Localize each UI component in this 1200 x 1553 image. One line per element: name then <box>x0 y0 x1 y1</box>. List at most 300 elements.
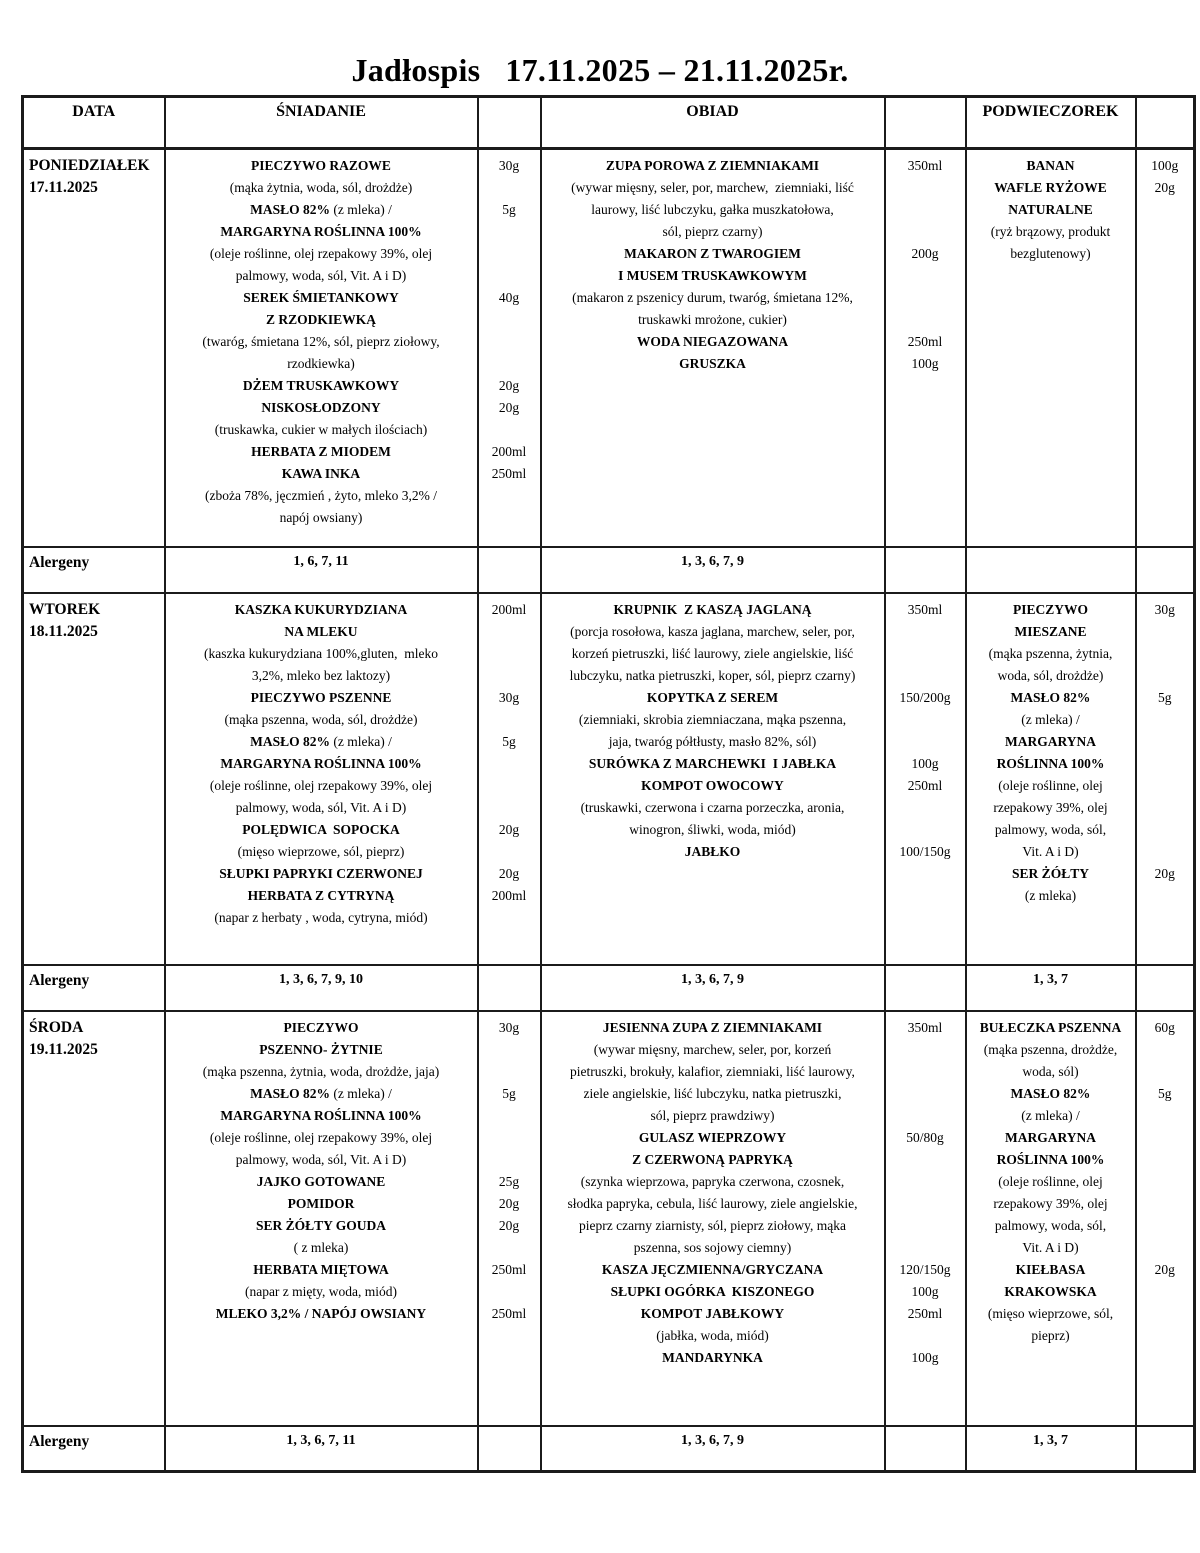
dish-line <box>166 199 477 221</box>
dish-name: MIESZANE <box>1014 623 1087 639</box>
ingredients-text: (jabłka, woda, miód) <box>656 1327 769 1343</box>
amount-line: 150/200g <box>899 689 951 705</box>
dish-line <box>542 331 884 353</box>
day-row-2 <box>23 593 1195 965</box>
ingredients-text: (oleje roślinne, olej rzepakowy 39%, olej <box>209 246 433 261</box>
allergen-values-obiad: 1, 3, 6, 7, 9 <box>541 547 885 593</box>
ingredients-text: Vit. A i D) <box>1022 1239 1079 1255</box>
sniadanie-cell <box>165 1011 478 1426</box>
amount-line: 30g <box>498 689 520 705</box>
amount-line <box>886 643 965 665</box>
ingredients-line <box>166 419 477 441</box>
amount-line <box>1137 885 1194 907</box>
ingredients-text: (makaron z pszenicy durum, twaróg, śmietana 12%, <box>572 290 853 305</box>
dish-name: ROŚLINNA 100% <box>996 755 1105 771</box>
ingredients-line <box>166 243 477 265</box>
amount-line <box>479 753 540 775</box>
ingredients-text: (twaróg, śmietana 12%, sól, pieprz ziołowy, <box>202 334 440 349</box>
ingredients-line <box>967 643 1135 665</box>
obiad-cell <box>541 593 885 965</box>
amount-line <box>1137 775 1194 797</box>
ingredients-line <box>166 797 477 819</box>
amount-line <box>886 819 965 841</box>
ingredients-text: laurowy, liść lubczyku, gałka muszkatołowa, <box>591 202 834 217</box>
amount-line: 5g <box>502 202 516 217</box>
ingredients-text: (mąka pszenna, drożdże, <box>983 1041 1118 1057</box>
dish-name: MASŁO 82% <box>250 733 334 749</box>
allergen-label: Alergeny <box>23 965 165 1011</box>
amount-line <box>479 1237 540 1259</box>
amount-line: 200ml <box>491 887 527 903</box>
dish-name: PIECZYWO PSZENNE <box>250 689 392 705</box>
dish-line <box>166 1083 477 1105</box>
allergen-empty-cell <box>1136 1426 1195 1472</box>
dish-name: DŻEM TRUSKAWKOWY <box>242 378 400 393</box>
amount-line: 5g <box>502 733 516 749</box>
ingredients-text: rzodkiewka) <box>287 356 355 371</box>
dish-line <box>542 1303 884 1325</box>
amount-line <box>479 797 540 819</box>
dish-name: MASŁO 82% <box>1010 689 1091 705</box>
dish-line <box>166 687 477 709</box>
amount-line <box>1137 1193 1194 1215</box>
day-name: ŚRODA <box>29 1018 84 1036</box>
amount-line <box>479 775 540 797</box>
dish-line <box>542 775 884 797</box>
allergen-values-sniadanie: 1, 3, 6, 7, 9, 10 <box>165 965 478 1011</box>
allergen-row-2 <box>23 965 1195 1011</box>
ingredients-line <box>166 1127 477 1149</box>
ingredients-line <box>542 1237 884 1259</box>
amount-line: 100g <box>911 356 939 371</box>
podwieczorek-amounts-cell <box>1136 593 1195 965</box>
ingredients-text: (porcja rosołowa, kasza jaglana, marchew, seler, por, <box>570 623 855 639</box>
amount-line <box>886 1171 965 1193</box>
ingredients-text: (oleje roślinne, olej rzepakowy 39%, olej <box>209 777 433 793</box>
amount-line <box>1137 621 1194 643</box>
day-name: PONIEDZIAŁEK <box>29 157 150 174</box>
ingredients-text: (mąka pszenna, żytnia, woda, drożdże, jaja) <box>202 1063 440 1079</box>
ingredients-line <box>967 1039 1135 1061</box>
amount-line <box>479 665 540 687</box>
ingredients-text: rzepakowy 39%, olej <box>993 799 1108 815</box>
amount-line: 20g <box>498 400 520 415</box>
allergen-label: Alergeny <box>23 547 165 593</box>
amount-line: 100g <box>1151 158 1179 173</box>
amount-line <box>1137 1237 1194 1259</box>
amount-line: 250ml <box>907 334 943 349</box>
dish-line <box>967 731 1135 753</box>
dish-name: MARGARYNA <box>1004 733 1096 749</box>
dish-name: HERBATA MIĘTOWA <box>253 1261 389 1277</box>
amount-line: 350ml <box>907 158 943 173</box>
amount-line <box>1137 841 1194 863</box>
ingredients-text: truskawki mrożone, cukier) <box>638 312 787 327</box>
dish-name: GULASZ WIEPRZOWY <box>638 1129 787 1145</box>
amount-line <box>479 485 540 507</box>
ingredients-line <box>542 199 884 221</box>
dish-line <box>166 885 477 907</box>
amount-line: 250ml <box>907 1305 943 1321</box>
ingredients-line <box>542 1215 884 1237</box>
allergen-values-obiad: 1, 3, 6, 7, 9 <box>541 965 885 1011</box>
amount-line: 30g <box>498 1019 520 1035</box>
ingredients-line <box>967 1193 1135 1215</box>
dish-line <box>967 599 1135 621</box>
ingredients-line <box>166 665 477 687</box>
dish-line <box>166 397 477 419</box>
dish-name: NA MLEKU <box>284 623 358 639</box>
dish-line <box>967 1259 1135 1281</box>
amount-line: 20g <box>498 378 520 393</box>
dish-line <box>166 441 477 463</box>
ingredients-text: woda, sól, drożdże) <box>997 667 1104 683</box>
amount-line <box>479 507 540 529</box>
dish-name: JESIENNA ZUPA Z ZIEMNIAKAMI <box>602 1019 823 1035</box>
amount-line: 100g <box>911 755 939 771</box>
ingredients-text: palmowy, woda, sól, Vit. A i D) <box>235 268 407 283</box>
ingredients-line <box>166 1061 477 1083</box>
ingredients-line <box>166 775 477 797</box>
dish-name: PIECZYWO <box>283 1019 359 1035</box>
ingredients-line <box>542 665 884 687</box>
ingredients-line <box>542 1105 884 1127</box>
ingredients-line <box>166 507 477 529</box>
ingredients-text: (napar z mięty, woda, miód) <box>244 1283 398 1299</box>
dish-line <box>967 863 1135 885</box>
amount-line <box>479 1281 540 1303</box>
amount-line: 60g <box>1154 1019 1175 1035</box>
amount-line: 40g <box>498 290 520 305</box>
allergen-empty-cell <box>885 965 966 1011</box>
ingredients-text: Vit. A i D) <box>1022 843 1079 859</box>
ingredients-text: pietruszki, brokuły, kalafior, ziemniaki, liść laurowy, <box>570 1063 855 1079</box>
header-data: DATA <box>23 97 165 149</box>
amount-line: 5g <box>502 1085 516 1101</box>
day-row-1 <box>23 149 1195 547</box>
amount-line <box>886 665 965 687</box>
ingredients-text: (oleje roślinne, olej <box>998 1173 1103 1189</box>
amount-line <box>886 1083 965 1105</box>
amount-line <box>886 309 965 331</box>
dish-name: NATURALNE <box>1008 202 1093 217</box>
ingredients-line <box>967 1325 1135 1347</box>
amount-line: 20g <box>1154 1261 1175 1277</box>
podwieczorek-amounts-cell <box>1136 149 1195 547</box>
dish-line <box>542 1281 884 1303</box>
amount-line: 100g <box>911 1349 939 1365</box>
ingredients-text: bezglutenowy) <box>1010 246 1091 261</box>
amount-line <box>1137 1325 1194 1347</box>
ingredients-line <box>542 1061 884 1083</box>
dish-name: MLEKO 3,2% / NAPÓJ OWSIANY <box>215 1305 427 1321</box>
dish-line <box>166 287 477 309</box>
day-date: 19.11.2025 <box>29 1040 98 1058</box>
dish-name: SŁUPKI PAPRYKI CZERWONEJ <box>219 865 423 881</box>
dish-line <box>967 1149 1135 1171</box>
amount-line <box>479 1149 540 1171</box>
amount-line: 20g <box>498 821 520 837</box>
dish-name: PIECZYWO <box>1012 601 1088 617</box>
ingredients-text: (mięso wieprzowe, sól, pieprz) <box>237 843 405 859</box>
ingredients-line <box>967 243 1135 265</box>
amount-line <box>886 1237 965 1259</box>
amount-line <box>1137 221 1194 243</box>
dish-line <box>542 353 884 375</box>
dish-name: HERBATA Z CYTRYNĄ <box>247 887 395 903</box>
amount-line <box>886 621 965 643</box>
header-obiad-amounts <box>885 97 966 149</box>
amount-line: 250ml <box>907 777 943 793</box>
dish-line <box>542 155 884 177</box>
ingredients-text: (mięso wieprzowe, sól, <box>987 1305 1114 1321</box>
dish-line <box>166 753 477 775</box>
ingredients-line <box>542 819 884 841</box>
dish-name: MASŁO 82% <box>1010 1085 1091 1101</box>
ingredients-line <box>542 797 884 819</box>
dish-line <box>542 753 884 775</box>
header-sniadanie: ŚNIADANIE <box>165 97 478 149</box>
dish-line <box>542 1017 884 1039</box>
dish-name: POLĘDWICA SOPOCKA <box>242 821 400 837</box>
allergen-empty-cell <box>478 547 541 593</box>
amount-line <box>479 265 540 287</box>
amount-line <box>886 1325 965 1347</box>
dish-line <box>166 819 477 841</box>
ingredients-line <box>967 1237 1135 1259</box>
dish-line <box>542 1127 884 1149</box>
amount-line: 20g <box>1154 865 1175 881</box>
dish-line <box>967 177 1135 199</box>
day-date-cell <box>23 593 165 965</box>
amount-line: 250ml <box>491 466 527 481</box>
ingredients-text: (mąka pszenna, woda, sól, drożdże) <box>224 711 418 727</box>
ingredients-text: (z mleka) / <box>333 733 392 749</box>
amount-line <box>479 621 540 643</box>
amount-line: 200g <box>911 246 939 261</box>
dish-line <box>542 687 884 709</box>
amount-line: 20g <box>498 865 520 881</box>
dish-name: JAJKO GOTOWANE <box>256 1173 386 1189</box>
sniadanie-amounts-cell <box>478 149 541 547</box>
dish-name: KRAKOWSKA <box>1004 1283 1097 1299</box>
menu-table <box>21 95 1196 1473</box>
dish-line <box>166 463 477 485</box>
ingredients-text: (z mleka) <box>1024 887 1077 903</box>
ingredients-line <box>166 1149 477 1171</box>
amount-line <box>1137 1061 1194 1083</box>
dish-name: NISKOSŁODZONY <box>261 400 381 415</box>
day-row-3 <box>23 1011 1195 1426</box>
dish-line <box>967 199 1135 221</box>
dish-line <box>967 687 1135 709</box>
ingredients-text: sól, pieprz czarny) <box>662 224 763 239</box>
amount-line <box>886 199 965 221</box>
amount-line <box>886 177 965 199</box>
dish-line <box>166 221 477 243</box>
ingredients-text: (z mleka) / <box>1021 711 1080 727</box>
ingredients-line <box>542 1193 884 1215</box>
amount-line <box>1137 1039 1194 1061</box>
day-date-cell <box>23 1011 165 1426</box>
dish-name: ZUPA POROWA Z ZIEMNIAKAMI <box>605 158 820 173</box>
ingredients-line <box>166 265 477 287</box>
amount-line: 50/80g <box>906 1129 944 1145</box>
dish-name: WAFLE RYŻOWE <box>994 180 1107 195</box>
ingredients-text: pieprz czarny ziarnisty, sól, pieprz ziołowy, mąka <box>578 1217 847 1233</box>
amount-line <box>886 221 965 243</box>
dish-name: BANAN <box>1026 158 1075 173</box>
ingredients-line <box>166 907 477 929</box>
ingredients-line <box>542 1171 884 1193</box>
ingredients-text: (z mleka) / <box>1021 1107 1080 1123</box>
amount-line: 30g <box>1154 601 1175 617</box>
ingredients-line <box>542 709 884 731</box>
amount-line <box>479 1105 540 1127</box>
sniadanie-amounts-cell <box>478 1011 541 1426</box>
ingredients-text: ziele angielskie, liść lubczyku, natka pietruszki, <box>583 1085 842 1101</box>
amount-line <box>1137 665 1194 687</box>
sniadanie-amounts-cell <box>478 593 541 965</box>
sniadanie-cell <box>165 593 478 965</box>
amount-line <box>479 419 540 441</box>
amount-line <box>479 353 540 375</box>
allergen-empty-cell <box>1136 547 1195 593</box>
ingredients-line <box>967 665 1135 687</box>
ingredients-text: sól, pieprz prawdziwy) <box>650 1107 775 1123</box>
dish-name: KOPYTKA Z SEREM <box>646 689 779 705</box>
allergen-values-podwieczorek: 1, 3, 7 <box>966 965 1136 1011</box>
ingredients-line <box>166 177 477 199</box>
allergen-row-3 <box>23 1426 1195 1472</box>
amount-line <box>1137 1171 1194 1193</box>
ingredients-line <box>166 1281 477 1303</box>
ingredients-line <box>967 221 1135 243</box>
dish-line <box>166 1259 477 1281</box>
ingredients-text: palmowy, woda, sól, <box>994 821 1107 837</box>
amount-line <box>1137 1149 1194 1171</box>
dish-line <box>166 1039 477 1061</box>
header-podwieczorek-amounts <box>1136 97 1195 149</box>
ingredients-line <box>967 775 1135 797</box>
dish-line <box>542 841 884 863</box>
ingredients-text: (ryż brązowy, produkt <box>990 224 1111 239</box>
ingredients-text: (mąka żytnia, woda, sól, drożdże) <box>229 180 413 195</box>
ingredients-text: winogron, śliwki, woda, miód) <box>629 821 796 837</box>
obiad-cell <box>541 1011 885 1426</box>
dish-line <box>166 375 477 397</box>
dish-name: MASŁO 82% <box>250 202 334 217</box>
dish-name: KOMPOT JABŁKOWY <box>640 1305 785 1321</box>
amount-line <box>479 1061 540 1083</box>
dish-line <box>967 753 1135 775</box>
allergen-row-1 <box>23 547 1195 593</box>
amount-line <box>479 1127 540 1149</box>
ingredients-text: ( z mleka) <box>293 1239 349 1255</box>
amount-line <box>479 177 540 199</box>
ingredients-line <box>967 1215 1135 1237</box>
ingredients-line <box>967 819 1135 841</box>
dish-name: I MUSEM TRUSKAWKOWYM <box>618 268 807 283</box>
ingredients-text: palmowy, woda, sól, Vit. A i D) <box>235 799 407 815</box>
header-obiad: OBIAD <box>541 97 885 149</box>
ingredients-text: (z mleka) / <box>333 1085 392 1101</box>
amount-line <box>1137 753 1194 775</box>
allergen-empty-cell <box>885 1426 966 1472</box>
dish-line <box>166 1303 477 1325</box>
dish-name: WODA NIEGAZOWANA <box>636 334 789 349</box>
amount-line <box>479 841 540 863</box>
dish-name: Z RZODKIEWKĄ <box>266 312 376 327</box>
ingredients-text: (oleje roślinne, olej <box>998 777 1103 793</box>
ingredients-line <box>542 643 884 665</box>
allergen-values-obiad: 1, 3, 6, 7, 9 <box>541 1426 885 1472</box>
ingredients-line <box>542 287 884 309</box>
ingredients-line <box>967 1061 1135 1083</box>
dish-name: Z CZERWONĄ PAPRYKĄ <box>632 1151 793 1167</box>
dish-name: SER ŻÓŁTY GOUDA <box>255 1217 387 1233</box>
dish-line <box>166 1105 477 1127</box>
amount-line: 250ml <box>491 1261 527 1277</box>
amount-line <box>1137 731 1194 753</box>
amount-line <box>479 1039 540 1061</box>
ingredients-text: woda, sól) <box>1022 1063 1079 1079</box>
day-date: 17.11.2025 <box>29 179 98 196</box>
ingredients-line <box>542 731 884 753</box>
ingredients-text: (z mleka) / <box>333 202 392 217</box>
dish-line <box>967 1083 1135 1105</box>
amount-line: 100/150g <box>899 843 951 859</box>
amount-line <box>886 1105 965 1127</box>
day-name: WTOREK <box>29 600 101 618</box>
ingredients-text: jaja, twaróg półtłusty, masło 82%, sól) <box>608 733 817 749</box>
ingredients-line <box>166 643 477 665</box>
ingredients-line <box>166 331 477 353</box>
dish-line <box>166 155 477 177</box>
allergen-values-podwieczorek <box>966 547 1136 593</box>
amount-line <box>886 287 965 309</box>
amount-line <box>1137 643 1194 665</box>
sniadanie-cell <box>165 149 478 547</box>
ingredients-line <box>166 709 477 731</box>
amount-line: 20g <box>1154 180 1175 195</box>
podwieczorek-amounts-cell <box>1136 1011 1195 1426</box>
ingredients-text: (ziemniaki, skrobia ziemniaczana, mąka pszenna, <box>578 711 847 727</box>
amount-line: 350ml <box>907 1019 943 1035</box>
amount-line: 20g <box>498 1217 520 1233</box>
dish-name: POMIDOR <box>287 1195 355 1211</box>
podwieczorek-cell <box>966 149 1136 547</box>
dish-line <box>542 1347 884 1369</box>
podwieczorek-cell <box>966 593 1136 965</box>
ingredients-line <box>967 709 1135 731</box>
dish-name: SURÓWKA Z MARCHEWKI I JABŁKA <box>588 755 837 771</box>
dish-name: MASŁO 82% <box>250 1085 334 1101</box>
amount-line <box>886 1149 965 1171</box>
allergen-values-podwieczorek: 1, 3, 7 <box>966 1426 1136 1472</box>
ingredients-text: (oleje roślinne, olej rzepakowy 39%, olej <box>209 1129 433 1145</box>
dish-line <box>542 599 884 621</box>
obiad-cell <box>541 149 885 547</box>
ingredients-text: (zboża 78%, jęczmień , żyto, mleko 3,2% / <box>204 488 438 503</box>
dish-name: MAKARON Z TWAROGIEM <box>624 246 801 261</box>
amount-line: 5g <box>1158 689 1172 705</box>
dish-name: KASZA JĘCZMIENNA/GRYCZANA <box>601 1261 824 1277</box>
dish-line <box>166 599 477 621</box>
allergen-values-sniadanie: 1, 3, 6, 7, 11 <box>165 1426 478 1472</box>
allergen-empty-cell <box>1136 965 1195 1011</box>
dish-name: KRUPNIK Z KASZĄ JAGLANĄ <box>613 601 812 617</box>
